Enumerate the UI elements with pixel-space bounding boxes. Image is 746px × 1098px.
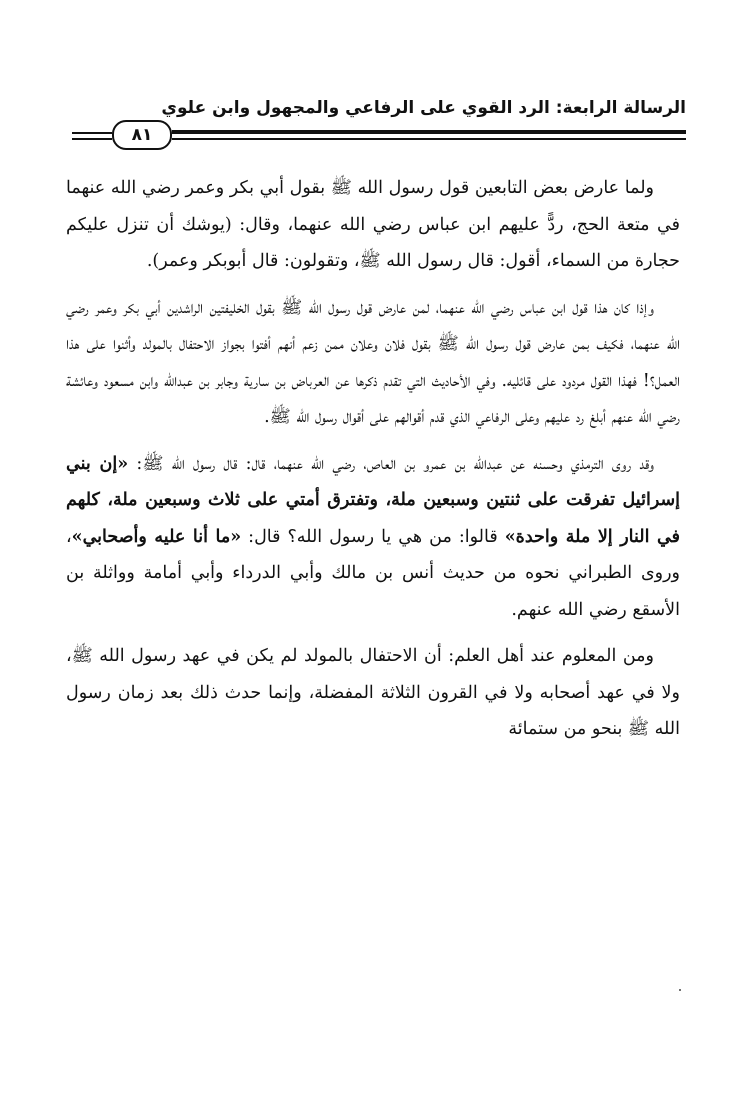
- paragraph-3: [66, 446, 680, 629]
- rule-left-lower: [72, 138, 112, 140]
- paragraph-1: ولما عارض بعض التابعين قول رسول الله ﷺ بقول أبي بكر وعمر رضي الله عنهما في متعة الحج، ردًّ عليهم ابن عباس رضي الله عنهما، وقال: (يوشك أن تنزل عليكم حجارة من السماء، أقول: قال رسول الله ﷺ، وتقولون: قال أبوبكر وعمر).: [66, 178, 680, 271]
- hadith-quote-sects: «إن بني إسرائيل تفرقت على ثنتين وسبعين ملة، وتفترق أمتي على ثلاث وسبعين ملة، كلهم في النار إلا ملة واحدة»: [66, 453, 680, 547]
- body-text: [66, 170, 680, 758]
- rule-thin-line: [172, 138, 686, 140]
- page-number: ٨١: [112, 120, 172, 150]
- paragraph-3-outro: ، وروى الطبراني نحوه من حديث أنس بن مالك وأبي الدرداء وأبي أمامة وواثلة بن الأسقع رضي الله عنهم.: [66, 526, 680, 620]
- paragraph-2: وإذا كان هذا قول ابن عباس رضي الله عنهما، لمن عارض قول رسول الله ﷺ بقول الخليفتين الراشدين أبي بكر وعمر رضي الله عنهما، فكيف بمن عارض قول رسول الله ﷺ بقول فلان وعلان ممن زعم أنهم أفتوا بجواز الاحتفال بالمولد وأثنوا على هذا العمل؟! فهذا القول مردود على قائليه. وفي الأحاديث التي تقدم ذكرها عن العرباض بن سارية وجابر بن عبدالله وابن مسعود وعائشة رضي الله عنهم أبلغ رد عليهم وعلى الرفاعي الذي قدم أقوالهم على أقوال رسول الله ﷺ.: [66, 297, 680, 427]
- scan-speck: [679, 989, 681, 991]
- running-header-title: الرسالة الرابعة: الرد القوي على الرفاعي والمجهول وابن علوي: [161, 98, 686, 118]
- hadith-quote-answer: «ما أنا عليه وأصحابي»: [71, 526, 242, 547]
- paragraph-4: ومن المعلوم عند أهل العلم: أن الاحتفال بالمولد لم يكن في عهد رسول الله ﷺ، ولا في عهد أصحابه ولا في القرون الثلاثة المفضلة، وإنما حدث ذلك بعد زمان رسول الله ﷺ بنحو من ستمائة: [66, 646, 680, 739]
- rule-thick-line: [172, 130, 686, 134]
- rule-left-upper: [72, 132, 112, 134]
- paragraph-3-intro: وقد روى الترمذي وحسنه عن عبدالله بن عمرو بن العاص، رضي الله عنهما، قال: قال رسول الله ﷺ:: [128, 453, 654, 474]
- header-rule: [72, 125, 686, 145]
- paragraph-3-question: قالوا: من هي يا رسول الله؟ قال:: [241, 526, 505, 547]
